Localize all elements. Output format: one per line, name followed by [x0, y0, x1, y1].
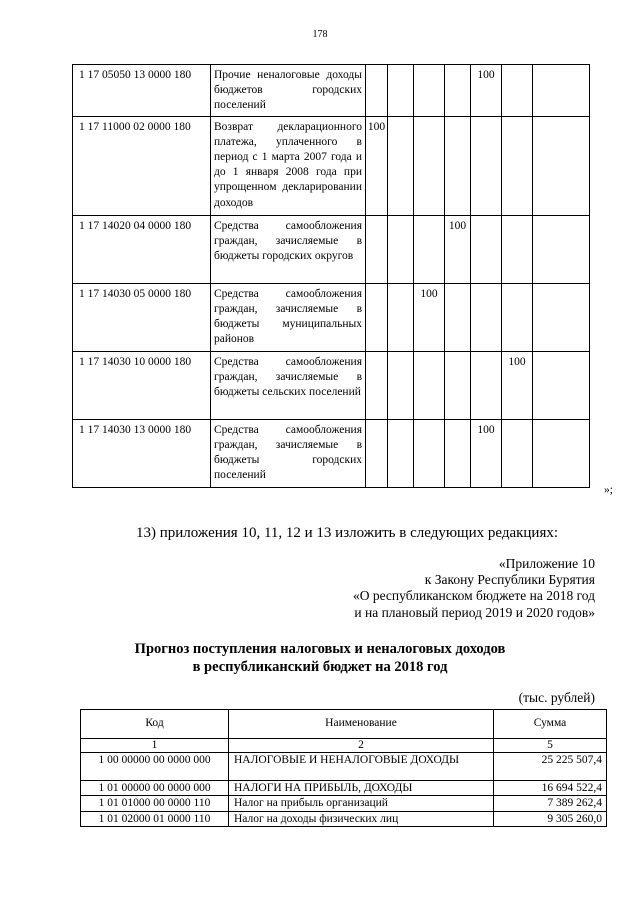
amount: 7 389 262,4 [494, 796, 607, 811]
title-line: Прогноз поступления налоговых и неналоговых доходов [134, 641, 506, 657]
amendment-paragraph: 13) приложения 10, 11, 12 и 13 изложить в следующих редакциях: [136, 525, 559, 541]
percent-cell: 100 [445, 215, 471, 283]
table-row [73, 283, 590, 351]
income-name: НАЛОГИ НА ПРИБЫЛЬ, ДОХОДЫ [229, 781, 494, 796]
percent-cell [366, 283, 388, 351]
closing-quote: »; [604, 484, 613, 496]
percent-cell [414, 215, 445, 283]
kbk-code: 1 17 14030 10 0000 180 [73, 351, 211, 419]
table-row [73, 65, 590, 117]
percent-cell [388, 283, 414, 351]
kbk-code: 1 01 00000 00 0000 000 [81, 781, 229, 796]
revenue-allocation-table [72, 64, 590, 488]
percent-cell [366, 215, 388, 283]
percent-cell [471, 215, 502, 283]
percent-cell [502, 283, 533, 351]
percent-cell [414, 116, 445, 215]
percent-cell [533, 283, 590, 351]
table-row [73, 215, 590, 283]
appendix-line: к Закону Республики Бурятия [424, 572, 595, 588]
income-name: Средства самообложения граждан, зачисляемые в бюджеты городских округов [211, 215, 366, 283]
percent-cell [414, 65, 445, 117]
percent-cell: 100 [366, 116, 388, 215]
table-row [81, 811, 607, 826]
kbk-code: 1 17 14020 04 0000 180 [73, 215, 211, 283]
kbk-code: 1 00 00000 00 0000 000 [81, 753, 229, 781]
table-row [81, 796, 607, 811]
amount: 9 305 260,0 [494, 811, 607, 826]
percent-cell [366, 65, 388, 117]
percent-cell [471, 351, 502, 419]
income-name: Возврат декларационного платежа, уплаченного в период с 1 марта 2007 года и до 1 января 2008 года при упрощенном декларировании доходов [211, 116, 366, 215]
income-name: Средства самообложения граждан, зачисляемые в бюджеты муниципальных районов [211, 283, 366, 351]
percent-cell [533, 419, 590, 487]
percent-cell [388, 65, 414, 117]
percent-cell [388, 419, 414, 487]
kbk-code: 1 17 14030 05 0000 180 [73, 283, 211, 351]
percent-cell [502, 419, 533, 487]
percent-cell [471, 116, 502, 215]
table-row [73, 116, 590, 215]
percent-cell [533, 65, 590, 117]
page-number: 178 [312, 29, 328, 40]
appendix-line: «Приложение 10 [498, 556, 595, 571]
appendix-header [275, 556, 595, 621]
column-number: 2 [229, 739, 494, 753]
table-row [81, 753, 607, 781]
appendix-line: «О республиканском бюджете на 2018 год [352, 588, 595, 604]
percent-cell [533, 116, 590, 215]
percent-cell [388, 215, 414, 283]
percent-cell [445, 283, 471, 351]
column-number: 5 [494, 739, 607, 753]
income-name: Средства самообложения граждан, зачисляемые в бюджеты сельских поселений [211, 351, 366, 419]
revenue-forecast-table [80, 709, 607, 827]
amount: 25 225 507,4 [494, 753, 607, 781]
table-row [81, 781, 607, 796]
percent-cell [502, 116, 533, 215]
percent-cell [414, 419, 445, 487]
percent-cell [445, 65, 471, 117]
percent-cell [533, 215, 590, 283]
percent-cell: 100 [471, 419, 502, 487]
document-title [0, 640, 640, 676]
column-number-row [81, 739, 607, 753]
units-label: (тыс. рублей) [518, 690, 595, 705]
percent-cell: 100 [471, 65, 502, 117]
percent-cell [502, 65, 533, 117]
percent-cell [471, 283, 502, 351]
percent-cell: 100 [414, 283, 445, 351]
kbk-code: 1 17 05050 13 0000 180 [73, 65, 211, 117]
amount: 16 694 522,4 [494, 781, 607, 796]
kbk-code: 1 01 02000 01 0000 110 [81, 811, 229, 826]
income-name: Налог на прибыль организаций [229, 796, 494, 811]
table-row [73, 351, 590, 419]
percent-cell [366, 419, 388, 487]
percent-cell [388, 116, 414, 215]
percent-cell [445, 419, 471, 487]
percent-cell [502, 215, 533, 283]
percent-cell [445, 116, 471, 215]
table-row [73, 419, 590, 487]
income-name: Прочие неналоговые доходы бюджетов городских поселений [211, 65, 366, 117]
percent-cell [366, 351, 388, 419]
income-name: Налог на доходы физических лиц [229, 811, 494, 826]
percent-cell [414, 351, 445, 419]
percent-cell: 100 [502, 351, 533, 419]
table-header-row [81, 710, 607, 739]
percent-cell [533, 351, 590, 419]
percent-cell [445, 351, 471, 419]
income-name: НАЛОГОВЫЕ И НЕНАЛОГОВЫЕ ДОХОДЫ [229, 753, 494, 781]
appendix-line: и на плановый период 2019 и 2020 годов» [354, 604, 595, 620]
header-sum: Сумма [494, 710, 607, 739]
header-name: Наименование [229, 710, 494, 739]
income-name: Средства самообложения граждан, зачисляемые в бюджеты городских поселений [211, 419, 366, 487]
kbk-code: 1 01 01000 00 0000 110 [81, 796, 229, 811]
kbk-code: 1 17 11000 02 0000 180 [73, 116, 211, 215]
percent-cell [388, 351, 414, 419]
kbk-code: 1 17 14030 13 0000 180 [73, 419, 211, 487]
header-code: Код [81, 710, 229, 739]
column-number: 1 [81, 739, 229, 753]
title-line: в республиканский бюджет на 2018 год [192, 659, 448, 675]
